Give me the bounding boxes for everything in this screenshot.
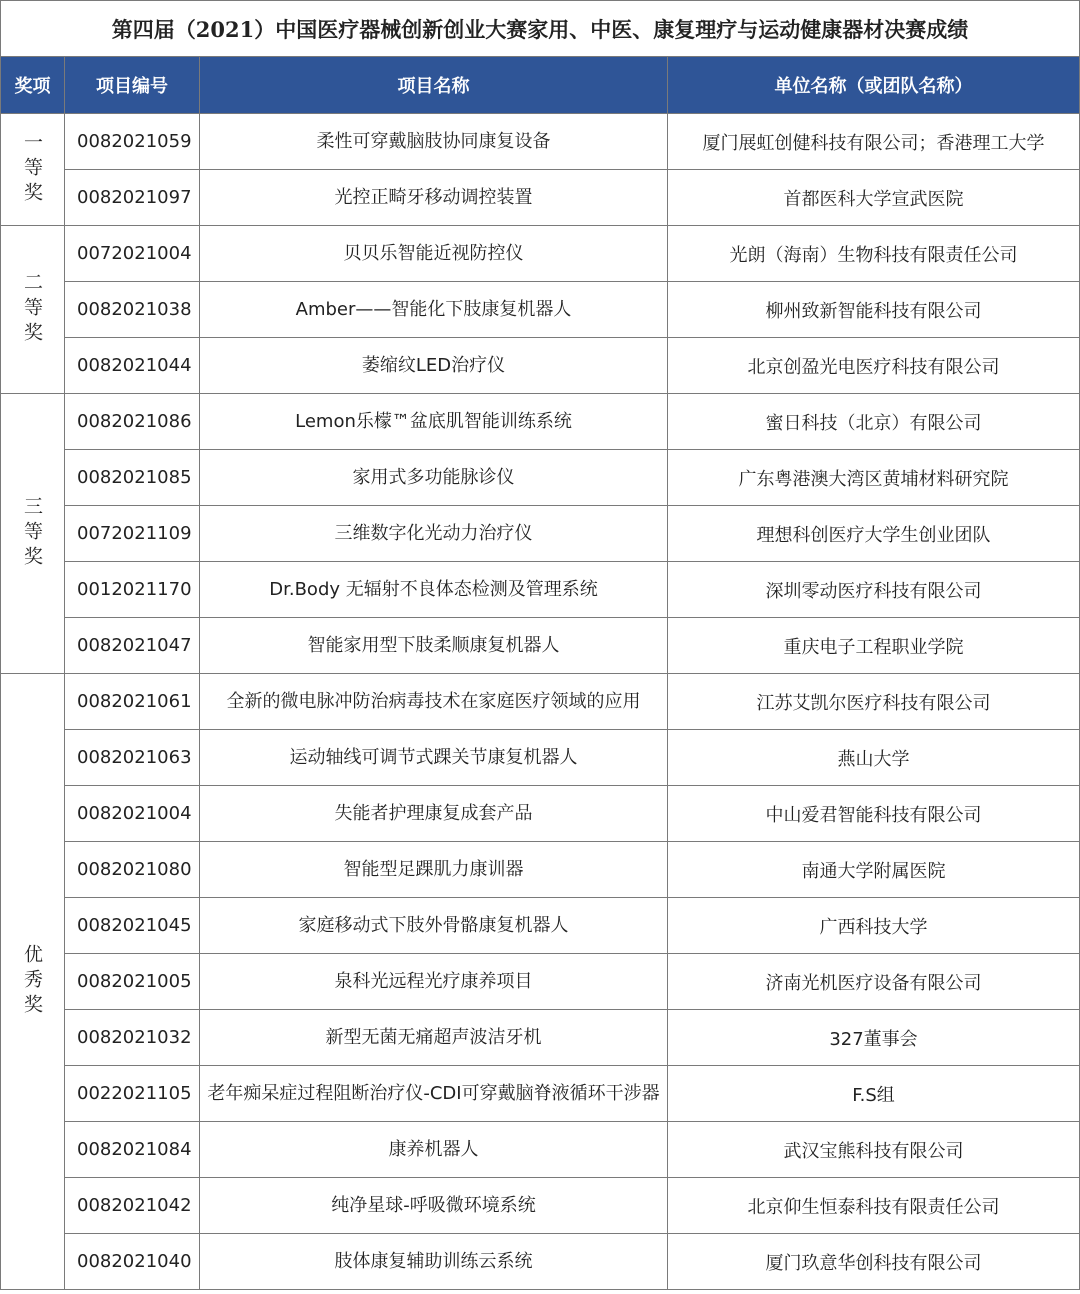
table-row <box>1 450 1080 506</box>
project-code-cell: 0082021084 <box>65 1122 200 1178</box>
header-name: 项目名称 <box>200 57 668 114</box>
project-name-cell: Lemon乐檬™盆底肌智能训练系统 <box>200 394 668 450</box>
project-code-cell: 0072021004 <box>65 226 200 282</box>
project-code-cell: 0082021047 <box>65 618 200 674</box>
project-code-cell: 0082021040 <box>65 1234 200 1290</box>
table-row <box>1 394 1080 450</box>
project-code-cell: 0082021038 <box>65 282 200 338</box>
unit-name-cell: 广西科技大学 <box>668 898 1080 954</box>
project-name-cell: 萎缩纹LED治疗仪 <box>200 338 668 394</box>
table-row <box>1 338 1080 394</box>
table-row <box>1 226 1080 282</box>
project-code-cell: 0082021061 <box>65 674 200 730</box>
award-cell: 一等奖 <box>1 114 65 226</box>
unit-name-cell: 重庆电子工程职业学院 <box>668 618 1080 674</box>
project-name-cell: 智能型足踝肌力康训器 <box>200 842 668 898</box>
project-code-cell: 0082021063 <box>65 730 200 786</box>
project-name-cell: 柔性可穿戴脑肢协同康复设备 <box>200 114 668 170</box>
unit-name-cell: 深圳零动医疗科技有限公司 <box>668 562 1080 618</box>
unit-name-cell: 燕山大学 <box>668 730 1080 786</box>
unit-name-cell: 首都医科大学宣武医院 <box>668 170 1080 226</box>
table-row <box>1 842 1080 898</box>
project-name-cell: 运动轴线可调节式踝关节康复机器人 <box>200 730 668 786</box>
award-cell: 三等奖 <box>1 394 65 674</box>
unit-name-cell: 北京创盈光电医疗科技有限公司 <box>668 338 1080 394</box>
project-code-cell: 0082021085 <box>65 450 200 506</box>
table-row <box>1 730 1080 786</box>
header-unit: 单位名称（或团队名称） <box>668 57 1080 114</box>
unit-name-cell: 中山爱君智能科技有限公司 <box>668 786 1080 842</box>
project-code-cell: 0082021042 <box>65 1178 200 1234</box>
project-name-cell: 三维数字化光动力治疗仪 <box>200 506 668 562</box>
table-row <box>1 618 1080 674</box>
table-row <box>1 282 1080 338</box>
project-name-cell: 肢体康复辅助训练云系统 <box>200 1234 668 1290</box>
unit-name-cell: F.S组 <box>668 1066 1080 1122</box>
unit-name-cell: 柳州致新智能科技有限公司 <box>668 282 1080 338</box>
table-body <box>1 114 1080 1290</box>
table-row <box>1 954 1080 1010</box>
award-cell: 优秀奖 <box>1 674 65 1290</box>
project-name-cell: 老年痴呆症过程阻断治疗仪-CDI可穿戴脑脊液循环干涉器 <box>200 1066 668 1122</box>
unit-name-cell: 北京仰生恒泰科技有限责任公司 <box>668 1178 1080 1234</box>
unit-name-cell: 广东粤港澳大湾区黄埔材料研究院 <box>668 450 1080 506</box>
project-name-cell: 贝贝乐智能近视防控仪 <box>200 226 668 282</box>
project-code-cell: 0082021097 <box>65 170 200 226</box>
project-code-cell: 0082021080 <box>65 842 200 898</box>
header-row <box>1 57 1080 114</box>
table-row <box>1 1010 1080 1066</box>
header-code: 项目编号 <box>65 57 200 114</box>
project-code-cell: 0022021105 <box>65 1066 200 1122</box>
unit-name-cell: 327董事会 <box>668 1010 1080 1066</box>
table-row <box>1 506 1080 562</box>
results-table <box>0 56 1080 1290</box>
award-cell: 二等奖 <box>1 226 65 394</box>
table-row <box>1 1122 1080 1178</box>
header-award: 奖项 <box>1 57 65 114</box>
unit-name-cell: 武汉宝熊科技有限公司 <box>668 1122 1080 1178</box>
project-name-cell: 光控正畸牙移动调控装置 <box>200 170 668 226</box>
unit-name-cell: 厦门玖意华创科技有限公司 <box>668 1234 1080 1290</box>
project-code-cell: 0072021109 <box>65 506 200 562</box>
project-name-cell: 泉科光远程光疗康养项目 <box>200 954 668 1010</box>
project-code-cell: 0082021045 <box>65 898 200 954</box>
project-code-cell: 0082021086 <box>65 394 200 450</box>
table-row <box>1 562 1080 618</box>
page-title: 第四届（2021）中国医疗器械创新创业大赛家用、中医、康复理疗与运动健康器材决赛成绩 <box>0 0 1080 56</box>
project-name-cell: 失能者护理康复成套产品 <box>200 786 668 842</box>
unit-name-cell: 江苏艾凯尔医疗科技有限公司 <box>668 674 1080 730</box>
project-name-cell: Amber——智能化下肢康复机器人 <box>200 282 668 338</box>
table-row <box>1 1066 1080 1122</box>
project-name-cell: 智能家用型下肢柔顺康复机器人 <box>200 618 668 674</box>
project-code-cell: 0082021032 <box>65 1010 200 1066</box>
unit-name-cell: 厦门展虹创健科技有限公司；香港理工大学 <box>668 114 1080 170</box>
project-name-cell: 全新的微电脉冲防治病毒技术在家庭医疗领域的应用 <box>200 674 668 730</box>
unit-name-cell: 理想科创医疗大学生创业团队 <box>668 506 1080 562</box>
project-code-cell: 0082021004 <box>65 786 200 842</box>
table-row <box>1 1234 1080 1290</box>
project-name-cell: 纯净星球-呼吸微环境系统 <box>200 1178 668 1234</box>
project-name-cell: 新型无菌无痛超声波洁牙机 <box>200 1010 668 1066</box>
unit-name-cell: 济南光机医疗设备有限公司 <box>668 954 1080 1010</box>
table-row <box>1 786 1080 842</box>
project-code-cell: 0082021059 <box>65 114 200 170</box>
project-name-cell: Dr.Body 无辐射不良体态检测及管理系统 <box>200 562 668 618</box>
unit-name-cell: 光朗（海南）生物科技有限责任公司 <box>668 226 1080 282</box>
unit-name-cell: 蜜日科技（北京）有限公司 <box>668 394 1080 450</box>
project-code-cell: 0082021005 <box>65 954 200 1010</box>
project-name-cell: 康养机器人 <box>200 1122 668 1178</box>
table-row <box>1 170 1080 226</box>
table-row <box>1 114 1080 170</box>
project-code-cell: 0012021170 <box>65 562 200 618</box>
table-row <box>1 674 1080 730</box>
table-row <box>1 1178 1080 1234</box>
table-row <box>1 898 1080 954</box>
project-code-cell: 0082021044 <box>65 338 200 394</box>
project-name-cell: 家用式多功能脉诊仪 <box>200 450 668 506</box>
unit-name-cell: 南通大学附属医院 <box>668 842 1080 898</box>
project-name-cell: 家庭移动式下肢外骨骼康复机器人 <box>200 898 668 954</box>
